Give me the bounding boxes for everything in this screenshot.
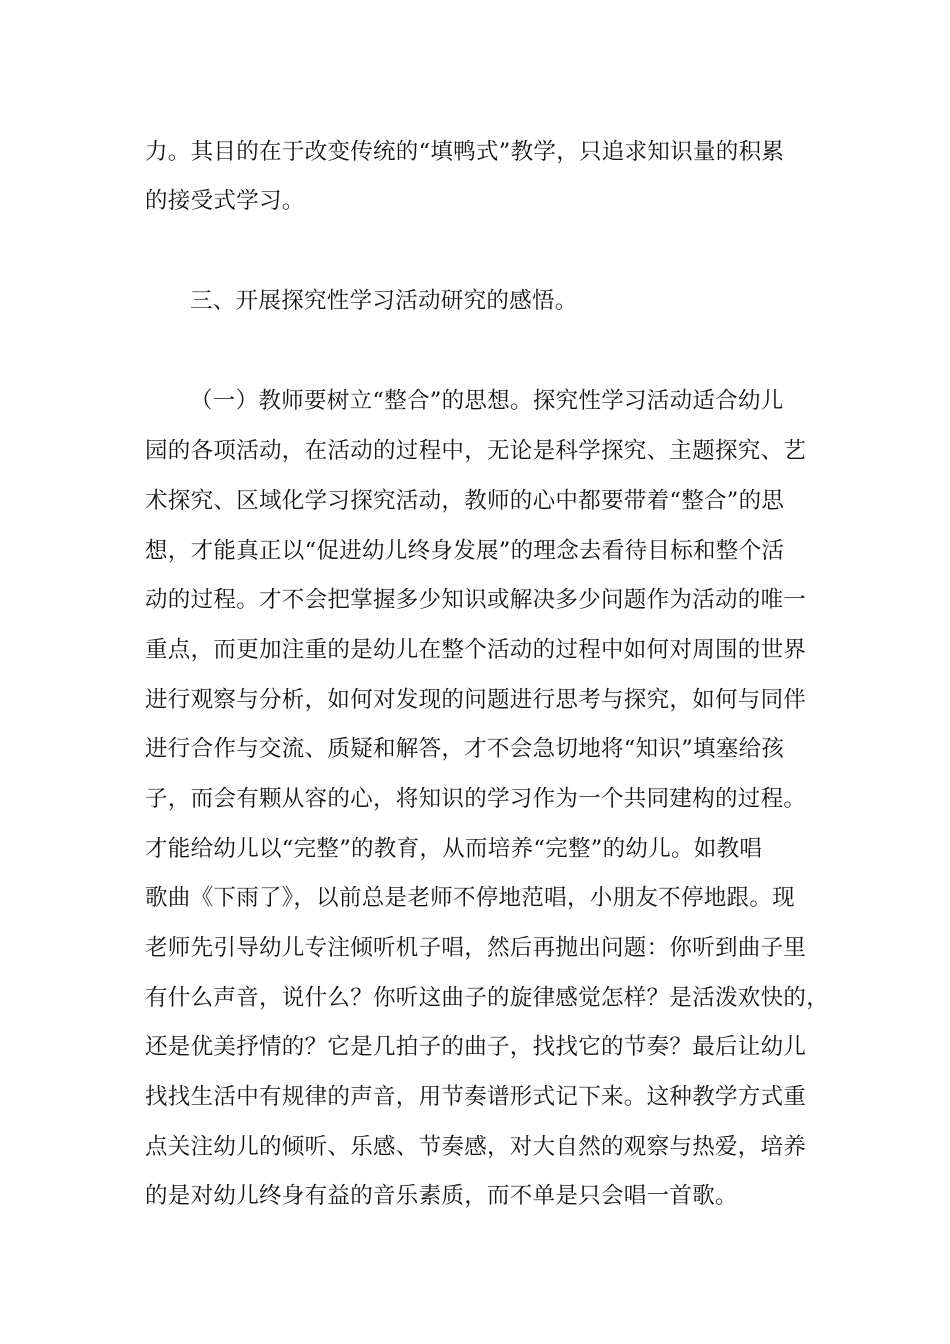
- paragraph-line: 还是优美抒情的？它是几拍子的曲子，找找它的节奏？最后让幼儿: [145, 1034, 807, 1060]
- intro-line: 的接受式学习。: [145, 188, 305, 214]
- paragraph-line: （一）教师要树立“整合”的思想。探究性学习活动适合幼儿: [190, 388, 784, 414]
- paragraph-line: 子，而会有颗从容的心，将知识的学习作为一个共同建构的过程。: [145, 786, 807, 812]
- paragraph-line: 术探究、区域化学习探究活动，教师的心中都要带着“整合”的思: [145, 488, 785, 514]
- paragraph-line: 找找生活中有规律的声音，用节奏谱形式记下来。这种教学方式重: [145, 1084, 807, 1110]
- paragraph-line: 想，才能真正以“促进幼儿终身发展”的理念去看待目标和整个活: [145, 538, 785, 564]
- paragraph-line: 重点，而更加注重的是幼儿在整个活动的过程中如何对周围的世界: [145, 637, 807, 663]
- paragraph-line: 进行观察与分析，如何对发现的问题进行思考与探究，如何与同伴: [145, 687, 807, 713]
- intro-line: 力。其目的在于改变传统的“填鸭式”教学，只追求知识量的积累: [145, 139, 785, 165]
- paragraph-line: 进行合作与交流、质疑和解答，才不会急切地将“知识”填塞给孩: [145, 736, 785, 762]
- paragraph-line: 老师先引导幼儿专注倾听机子唱，然后再抛出问题：你听到曲子里: [145, 935, 807, 961]
- section-heading: 三、开展探究性学习活动研究的感悟。: [190, 288, 578, 314]
- paragraph-line: 园的各项活动，在活动的过程中，无论是科学探究、主题探究、艺: [145, 438, 807, 464]
- paragraph-line: 点关注幼儿的倾听、乐感、节奏感，对大自然的观察与热爱，培养: [145, 1134, 807, 1160]
- paragraph-line: 的是对幼儿终身有益的音乐素质，而不单是只会唱一首歌。: [145, 1183, 738, 1209]
- paragraph-line: 动的过程。才不会把掌握多少知识或解决多少问题作为活动的唯一: [145, 587, 807, 613]
- paragraph-line: 才能给幼儿以“完整”的教育，从而培养“完整”的幼儿。如教唱: [145, 836, 763, 862]
- paragraph-line: 有什么声音，说什么？你听这曲子的旋律感觉怎样？是活泼欢快的，: [145, 985, 830, 1011]
- paragraph-line: 歌曲《下雨了》，以前总是老师不停地范唱，小朋友不停地跟。现: [145, 885, 795, 911]
